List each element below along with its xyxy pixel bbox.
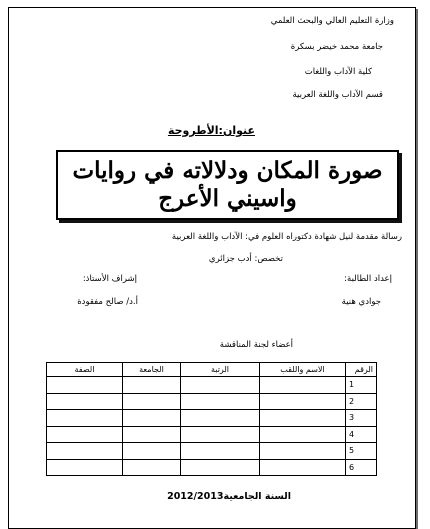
cell [260,377,346,394]
academic-year: السنة الجامعية2012/2013 [167,491,291,502]
row-number: 2 [346,393,377,410]
cell [260,393,346,410]
thesis-title-line-2: واسيني الأعرج [158,185,297,212]
student-name: جوادي هنية [341,297,381,307]
cell [260,410,346,427]
cell [181,426,260,443]
cell [181,393,260,410]
cell [123,393,181,410]
cell [260,443,346,460]
supervisor-label: إشراف الأستاذ: [82,274,137,284]
cell [123,377,181,394]
table-header-row [47,363,377,377]
cell [260,426,346,443]
thesis-title-box [56,150,399,220]
col-rank-header: الرتبة [181,363,260,377]
cell [123,410,181,427]
cell [47,426,123,443]
cell [181,459,260,476]
col-number-header: الرقم [346,363,377,377]
committee-table [46,362,377,476]
cell [181,410,260,427]
table-row [47,393,377,410]
table-row [47,426,377,443]
committee-title: أعضاء لجنة المناقشة [219,340,293,350]
col-name-header: الاسم واللقب [260,363,346,377]
cell [181,377,260,394]
cell [47,443,123,460]
student-label: إعداد الطالبة: [344,274,392,284]
col-role-header: الصفة [47,363,123,377]
cell [47,393,123,410]
ministry-text: وزارة التعليم العالي والبحث العلمي [270,16,394,26]
specialty-text: تخصص: أدب جزائري [208,254,283,264]
cell [181,443,260,460]
cell [47,410,123,427]
thesis-title-line-1: صورة المكان ودلالاته في روايات [72,157,383,184]
cell [123,443,181,460]
cell [123,426,181,443]
row-number: 6 [346,459,377,476]
cell [123,459,181,476]
row-number: 5 [346,443,377,460]
faculty-text: كلية الآداب واللغات [304,67,372,77]
department-text: قسم الآداب واللغة العربية [292,90,383,100]
row-number: 4 [346,426,377,443]
university-text: جامعة محمد خيضر بسكرة [290,42,383,52]
cell [260,459,346,476]
table-row [47,443,377,460]
degree-text: رسالة مقدمة لنيل شهادة دكتوراه العلوم في: الآداب واللغة العربية [171,232,402,242]
table-row [47,459,377,476]
row-number: 3 [346,410,377,427]
cell [47,459,123,476]
row-number: 1 [346,377,377,394]
supervisor-name: أ.د/ صالح مفقودة [77,297,138,307]
thesis-label: عنوان:الأطروحة [167,124,255,137]
cell [47,377,123,394]
col-university-header: الجامعة [123,363,181,377]
table-row [47,377,377,394]
table-row [47,410,377,427]
